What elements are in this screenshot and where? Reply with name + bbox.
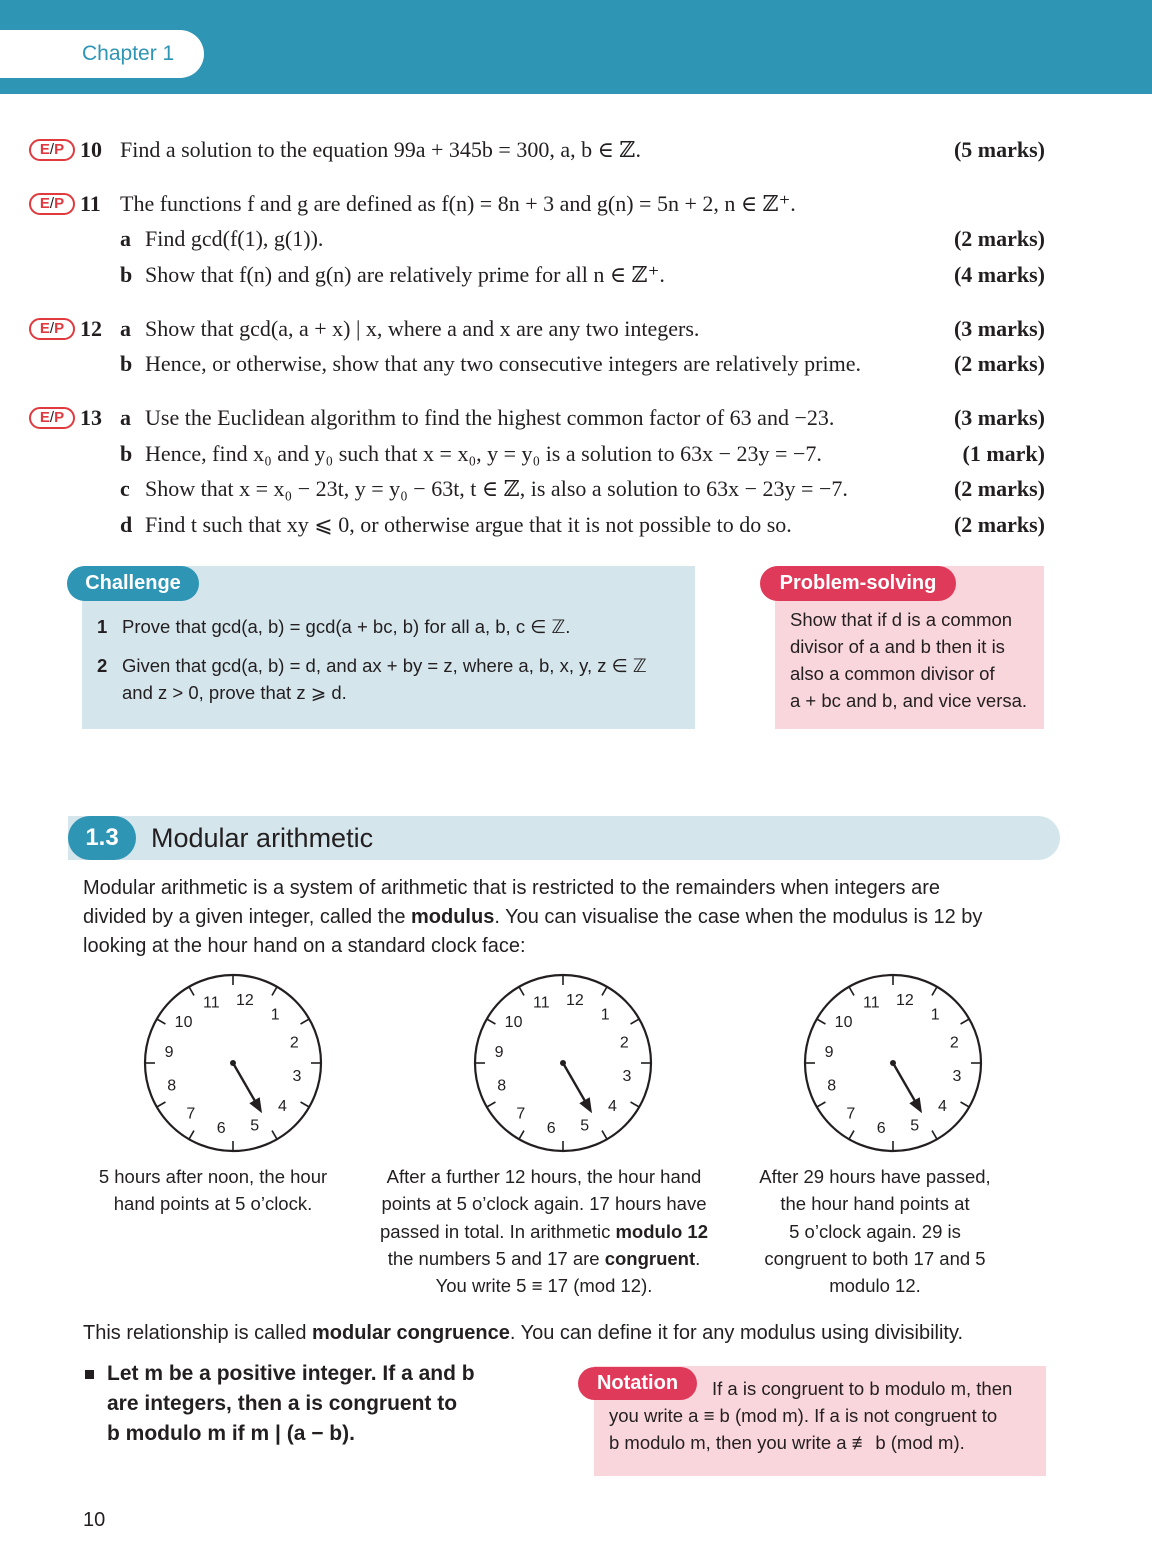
clock-number: 10 bbox=[174, 1013, 193, 1031]
clock-tick bbox=[849, 987, 854, 996]
clock-tick bbox=[487, 1102, 496, 1107]
clock-number: 7 bbox=[516, 1105, 526, 1123]
problem-solving-text: a + bc and b, and vice versa. bbox=[790, 690, 1028, 711]
notation-label: Notation bbox=[578, 1367, 697, 1400]
clock-face bbox=[138, 968, 328, 1158]
question-11-stem bbox=[80, 187, 1045, 221]
challenge-label: Challenge bbox=[67, 566, 199, 601]
clock-tick bbox=[157, 1019, 166, 1024]
part-text: Show that x = x₀ − 23t, y = y₀ − 63t, t ∈ ℤ, is also a solution to 63x − 23y = −7. bbox=[145, 476, 848, 501]
notation-text: b modulo m, then you write a ≢ b (mod m). bbox=[609, 1432, 965, 1453]
clock-tick bbox=[301, 1019, 310, 1024]
question-13a bbox=[80, 401, 1045, 435]
chapter-label: Chapter 1 bbox=[0, 30, 204, 78]
relationship-text: This relationship is called modular congruence. You can define it for any modulus using divisibility. bbox=[83, 1322, 964, 1344]
clock-number: 4 bbox=[937, 1098, 947, 1116]
clock-number: 3 bbox=[622, 1067, 632, 1085]
ep-badge: E/P bbox=[29, 139, 75, 161]
clock-center bbox=[560, 1060, 566, 1066]
clock-tick bbox=[487, 1019, 496, 1024]
bullet-square-icon bbox=[85, 1370, 94, 1379]
ep-badge: E/P bbox=[29, 193, 75, 215]
clock-number: 7 bbox=[186, 1105, 196, 1123]
clock-number: 8 bbox=[167, 1077, 177, 1095]
hour-hand bbox=[563, 1063, 586, 1103]
clock-number: 9 bbox=[824, 1044, 834, 1062]
notation-text: If a is congruent to b modulo m, then bbox=[712, 1378, 1013, 1399]
clock-number: 5 bbox=[250, 1117, 260, 1135]
clock-tick bbox=[602, 1131, 607, 1140]
marks: (1 mark) bbox=[962, 441, 1045, 466]
question-11a bbox=[80, 222, 1045, 256]
clock-tick bbox=[817, 1019, 826, 1024]
part-label: c bbox=[120, 476, 130, 501]
question-text: The functions f and g are defined as f(n) = 8n + 3 and g(n) = 5n + 2, n ∈ ℤ⁺. bbox=[120, 191, 796, 216]
question-11b bbox=[80, 258, 1045, 292]
question-13c bbox=[80, 472, 1045, 506]
marks: (5 marks) bbox=[953, 137, 1045, 162]
clock-tick bbox=[519, 1131, 524, 1140]
clock-number: 1 bbox=[930, 1006, 940, 1024]
intro-text: Modular arithmetic is a system of arithmetic that is restricted to the remainders when integers are bbox=[83, 877, 941, 899]
clock-caption-1: 5 hours after noon, the hour hand points at 5 o’clock. bbox=[98, 1166, 328, 1215]
section-title: Modular arithmetic bbox=[151, 823, 374, 853]
problem-solving-label: Problem-solving bbox=[760, 566, 956, 601]
key-point-text: Let m be a positive integer. If a and b bbox=[107, 1362, 475, 1385]
clock-number: 1 bbox=[270, 1006, 280, 1024]
clock-number: 10 bbox=[504, 1013, 523, 1031]
clock-number: 4 bbox=[277, 1098, 287, 1116]
question-number: 10 bbox=[80, 137, 102, 162]
question-13b bbox=[80, 437, 1045, 471]
clock-tick bbox=[301, 1102, 310, 1107]
clock-tick bbox=[961, 1019, 970, 1024]
problem-solving-text: also a common divisor of bbox=[790, 663, 995, 684]
clock-center bbox=[230, 1060, 236, 1066]
clock-number: 11 bbox=[202, 994, 220, 1012]
clock-number: 3 bbox=[952, 1067, 962, 1085]
part-label: a bbox=[120, 405, 131, 430]
question-number: 11 bbox=[80, 191, 101, 216]
clock-number: 6 bbox=[216, 1119, 226, 1137]
marks: (4 marks) bbox=[953, 262, 1045, 287]
clock-tick bbox=[932, 1131, 937, 1140]
clock-number: 7 bbox=[846, 1105, 856, 1123]
part-label: b bbox=[120, 262, 133, 287]
clock-tick bbox=[631, 1102, 640, 1107]
clock-number: 12 bbox=[895, 992, 914, 1010]
clock-number: 9 bbox=[494, 1044, 504, 1062]
intro-text: divided by a given integer, called the modulus. You can visualise the case when the modulus is 12 by bbox=[83, 906, 983, 928]
clock-number: 6 bbox=[546, 1119, 556, 1137]
clock-tick bbox=[602, 987, 607, 996]
clock-face bbox=[468, 968, 658, 1158]
clock-number: 3 bbox=[292, 1067, 302, 1085]
key-point-text: are integers, then a is congruent to bbox=[107, 1392, 458, 1415]
ep-badge: E/P bbox=[29, 407, 75, 429]
question-number: 13 bbox=[80, 405, 102, 430]
part-text: Hence, find x₀ and y₀ such that x = x₀, y = y₀ is a solution to 63x − 23y = −7. bbox=[145, 441, 822, 466]
hour-hand-arrowhead bbox=[249, 1097, 262, 1113]
clock-center bbox=[890, 1060, 896, 1066]
part-label: b bbox=[120, 351, 133, 376]
clock-tick bbox=[961, 1102, 970, 1107]
clock-number: 6 bbox=[876, 1119, 886, 1137]
marks: (2 marks) bbox=[953, 476, 1045, 501]
part-text: Show that f(n) and g(n) are relatively prime for all n ∈ ℤ⁺. bbox=[145, 262, 665, 287]
marks: (2 marks) bbox=[953, 512, 1045, 537]
part-label: d bbox=[120, 512, 133, 537]
clock-caption-3: After 29 hours have passed, the hour hand points at 5 o’clock again. 29 is congruent to both 17 and 5 modulo 12. bbox=[759, 1166, 991, 1297]
clock-number: 11 bbox=[532, 994, 550, 1012]
clock-tick bbox=[817, 1102, 826, 1107]
marks: (2 marks) bbox=[953, 226, 1045, 251]
clock-caption-2: After a further 12 hours, the hour hand points at 5 o’clock again. 17 hours have passed in total. In arithmetic modulo 12 the numbers 5 and 17 are congruent. You write 5 ≡ 17 (mod 12). bbox=[380, 1166, 708, 1297]
clock-number: 8 bbox=[827, 1077, 837, 1095]
clock-tick bbox=[519, 987, 524, 996]
notation-text: you write a ≡ b (mod m). If a is not congruent to bbox=[609, 1405, 998, 1426]
part-label: a bbox=[120, 316, 131, 341]
clock-number: 4 bbox=[607, 1098, 617, 1116]
problem-solving-text: Show that if d is a common bbox=[790, 609, 1013, 630]
section-number: 1.3 bbox=[68, 816, 136, 860]
question-text: Find a solution to the equation 99a + 345b = 300, a, b ∈ ℤ. bbox=[120, 137, 641, 162]
hour-hand bbox=[893, 1063, 916, 1103]
key-point-text: b modulo m if m | (a − b). bbox=[107, 1422, 355, 1445]
part-text: Find gcd(f(1), g(1)). bbox=[145, 226, 324, 251]
part-text: Hence, or otherwise, show that any two consecutive integers are relatively prime. bbox=[145, 351, 861, 376]
clock-tick bbox=[157, 1102, 166, 1107]
marks: (3 marks) bbox=[953, 405, 1045, 430]
hour-hand bbox=[233, 1063, 256, 1103]
hour-hand-arrowhead bbox=[909, 1097, 922, 1113]
clock-tick bbox=[189, 987, 194, 996]
clock-number: 5 bbox=[580, 1117, 590, 1135]
ep-badge: E/P bbox=[29, 318, 75, 340]
clock-tick bbox=[631, 1019, 640, 1024]
problem-solving-text: divisor of a and b then it is bbox=[790, 636, 1005, 657]
clock-number: 2 bbox=[619, 1034, 629, 1052]
clock-number: 5 bbox=[910, 1117, 920, 1135]
clock-tick bbox=[189, 1131, 194, 1140]
clock-number: 10 bbox=[834, 1013, 853, 1031]
marks: (3 marks) bbox=[953, 316, 1045, 341]
clock-number: 12 bbox=[235, 992, 254, 1010]
clock-number: 2 bbox=[949, 1034, 959, 1052]
question-13d bbox=[80, 508, 1045, 542]
clock-tick bbox=[272, 1131, 277, 1140]
part-text: Use the Euclidean algorithm to find the highest common factor of 63 and −23. bbox=[145, 405, 835, 430]
page-number: 10 bbox=[83, 1509, 106, 1531]
clock-number: 9 bbox=[164, 1044, 174, 1062]
clock-number: 12 bbox=[565, 992, 584, 1010]
clock-face bbox=[798, 968, 988, 1158]
clock-number: 1 bbox=[600, 1006, 610, 1024]
clock-tick bbox=[849, 1131, 854, 1140]
clock-tick bbox=[272, 987, 277, 996]
clock-number: 8 bbox=[497, 1077, 507, 1095]
question-number: 12 bbox=[80, 316, 102, 341]
hour-hand-arrowhead bbox=[579, 1097, 592, 1113]
question-12b bbox=[80, 347, 1045, 381]
part-text: Show that gcd(a, a + x) | x, where a and x are any two integers. bbox=[145, 316, 700, 341]
question-12a bbox=[80, 312, 1045, 346]
part-label: b bbox=[120, 441, 133, 466]
intro-text: looking at the hour hand on a standard clock face: bbox=[83, 935, 526, 957]
part-label: a bbox=[120, 226, 131, 251]
clock-tick bbox=[932, 987, 937, 996]
marks: (2 marks) bbox=[953, 351, 1045, 376]
clock-number: 11 bbox=[862, 994, 880, 1012]
clock-number: 2 bbox=[289, 1034, 299, 1052]
question-10 bbox=[80, 133, 1045, 167]
part-text: Find t such that xy ⩽ 0, or otherwise argue that it is not possible to do so. bbox=[145, 512, 792, 537]
